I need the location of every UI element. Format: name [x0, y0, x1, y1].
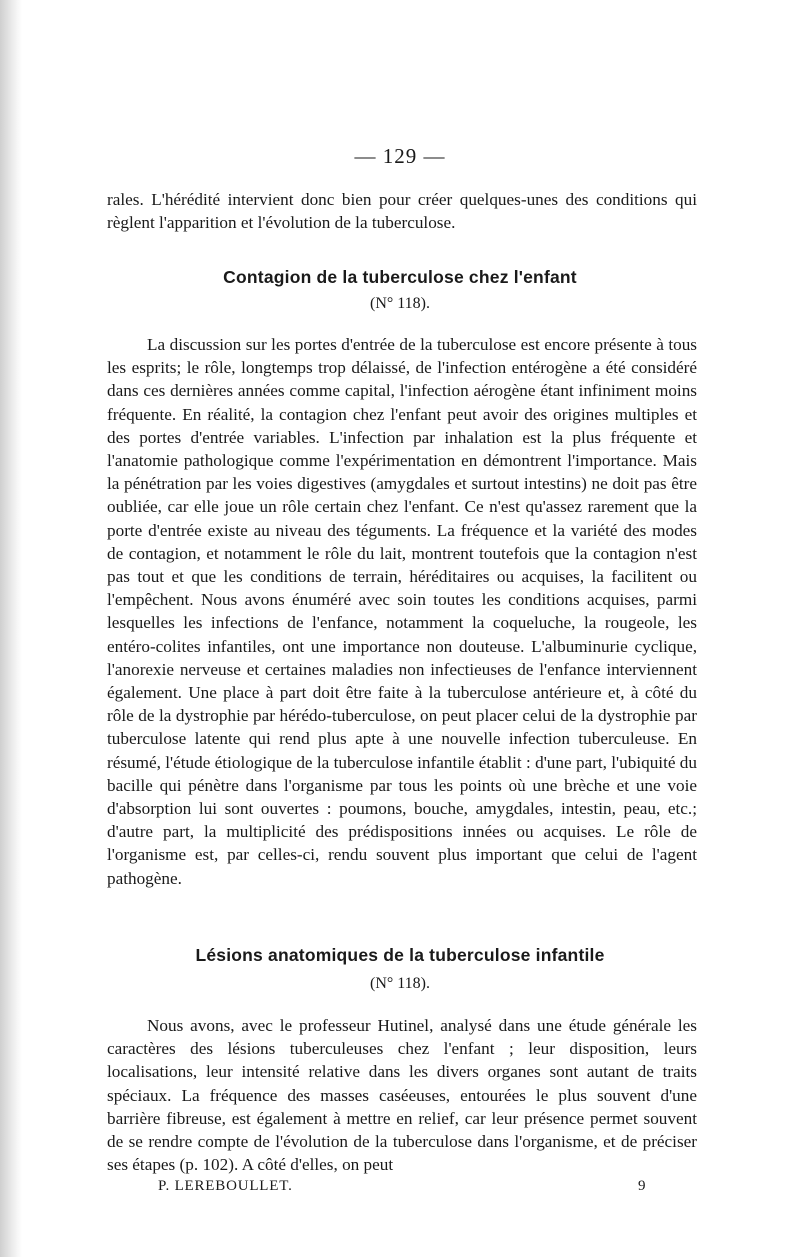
contagion-paragraph: La discussion sur les portes d'entrée de la tuberculose est encore présente à tous les esprits; le rôle, longtemps trop délaissé, de l'infection entérogène a été considéré dans ces dernières années comme capital, l'infection aérogène étant infiniment moins fréquente. En réalité, la contagion chez l'enfant peut avoir des origines multiples et des portes d'entrée variables. L'infection par inhalation est la plus fréquente et l'anatomie pathologique comme l'expérimentation en démontrent l'importance. Mais la pénétration par les voies digestives (amygdales et surtout intestins) ne doit pas être oubliée, car elle joue un rôle certain chez l'enfant. Ce n'est qu'assez rarement que la porte d'entrée existe au niveau des téguments. La fréquence et la variété des modes de contagion, et notamment le rôle du lait, montrent toutefois que la contagion n'est pas tout et que les conditions de terrain, héréditaires ou acquises, la facilitent ou l'empêchent. Nous avons énuméré avec soin toutes les conditions acquises, parmi lesquelles les infections de l'enfance, notamment la coqueluche, la rougeole, les entéro-colites infantiles, ont une importance non douteuse. L'albuminurie cyclique, l'anorexie nerveuse et certaines maladies non infectieuses de l'enfance interviennent également. Une place à part doit être faite à la tuberculose antérieure et, à côté du rôle de la dystrophie par hérédo-tuberculose, on peut placer celui de la dystrophie par tuberculose latente qui rend plus apte à une nouvelle infection tuberculeuse. En résumé, l'étude étiologique de la tuberculose infantile établit : d'une part, l'ubiquité du bacille qui pénètre dans l'organisme par tous les points où une brèche et une voie d'absorption lui sont ouvertes : poumons, bouche, amygdales, intestin, peau, etc.; d'autre part, la multiplicité des prédispositions innées ou acquises. Le rôle de l'organisme est, par celles-ci, rendu souvent plus important que celui de l'agent pathogène. [107, 335, 697, 888]
lesions-paragraph: Nous avons, avec le professeur Hutinel, analysé dans une étude générale les caractères des lésions tuberculeuses chez l'enfant ; leur disposition, leurs localisations, leur intensité relative dans les divers organes sont autant de traits spéciaux. La fréquence des masses caséeuses, entourées le plus souvent d'une barrière fibreuse, est également à mettre en relief, car leur présence permet souvent de se rendre compte de l'évolution de la tuberculose dans l'organisme, et de préciser ses étapes (p. 102). A côté d'elles, on peut [107, 1016, 697, 1175]
section-body-contagion [107, 333, 697, 890]
footer-author: P. LEREBOULLET. [158, 1178, 293, 1194]
footer-signature-number: 9 [638, 1178, 646, 1194]
intro-paragraph [107, 188, 697, 234]
section-title-lesions: Lésions anatomiques de la tuberculose infantile [195, 945, 605, 965]
section-ref-contagion: (N° 118). [369, 295, 430, 312]
page-number: — 129 — [354, 144, 446, 168]
section-ref-lesions: (N° 118). [369, 975, 430, 992]
intro-text: rales. L'hérédité intervient donc bien pour créer quelques-unes des conditions qui règlent l'apparition et l'évolution de la tuberculose. [107, 190, 697, 233]
section-title-contagion: Contagion de la tuberculose chez l'enfant [223, 267, 577, 287]
section-body-lesions [107, 1014, 697, 1176]
